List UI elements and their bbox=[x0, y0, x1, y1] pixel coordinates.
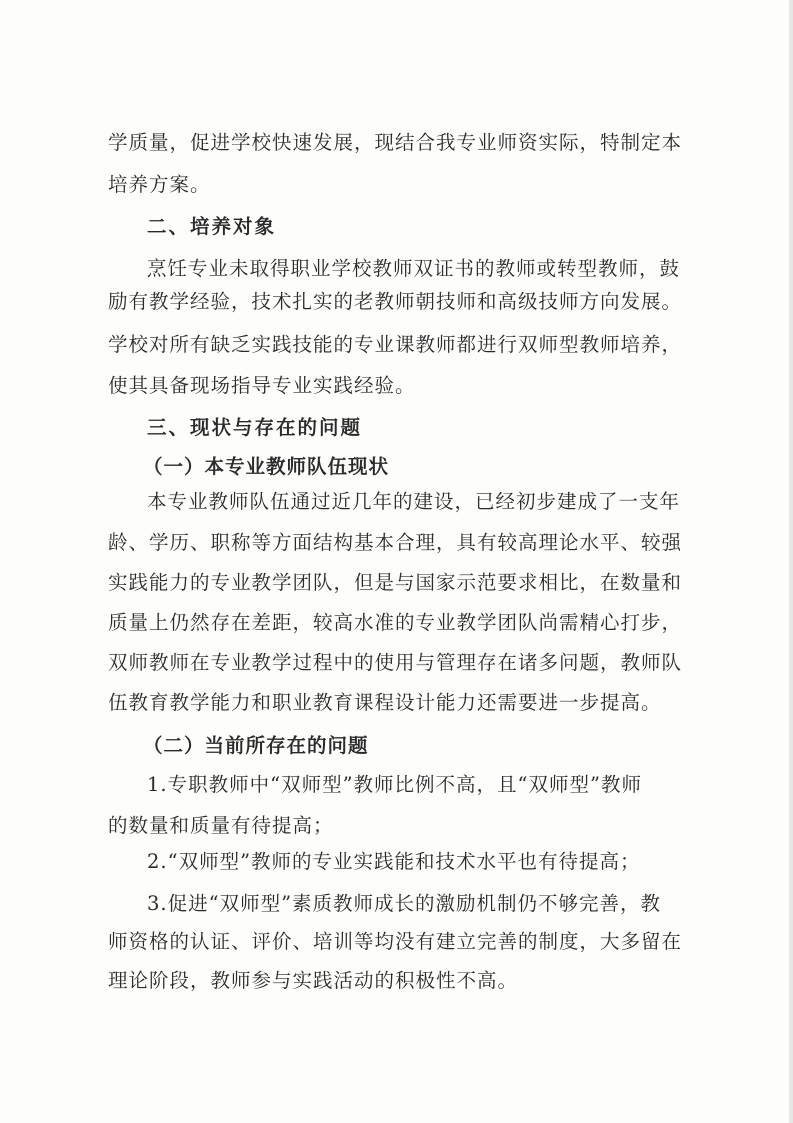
body-text-line: 本专业教师队伍通过近几年的建设，已经初步建成了一支年 bbox=[147, 490, 681, 513]
subsection-heading-1: （一）本专业教师队伍现状 bbox=[143, 455, 390, 478]
section-heading-3: 三、现状与存在的问题 bbox=[147, 416, 363, 439]
body-text-line: 师资格的认证、评价、培训等均没有建立完善的制度，大多留在 bbox=[108, 930, 683, 953]
body-text-line: 质量上仍然存在差距，较高水准的专业教学团队尚需精心打步， bbox=[108, 611, 683, 634]
page-edge-shadow bbox=[789, 0, 793, 1123]
subsection-heading-2: （二）当前所存在的问题 bbox=[143, 734, 369, 757]
body-text-line: 双师教师在专业教学过程中的使用与管理存在诸多问题，教师队 bbox=[108, 651, 683, 674]
body-text-line: 2.“双师型”教师的专业实践能和技术水平也有待提高； bbox=[147, 850, 641, 873]
body-text-line: 培养方案。 bbox=[108, 173, 211, 196]
body-text-line: 烹饪专业未取得职业学校教师双证书的教师或转型教师，鼓 bbox=[147, 257, 681, 280]
body-text-line: 的数量和质量有待提高； bbox=[108, 814, 334, 837]
body-text-line: 3.促进“双师型”素质教师成长的激励机制仍不够完善，教 bbox=[147, 892, 662, 915]
body-text-line: 伍教育教学能力和职业教育课程设计能力还需要进一步提高。 bbox=[108, 691, 662, 714]
body-text-line: 1.专职教师中“双师型”教师比例不高，且“双师型”教师 bbox=[147, 773, 642, 796]
body-text-line: 龄、学历、职称等方面结构基本合理，具有较高理论水平、较强 bbox=[108, 531, 683, 554]
body-text-line: 理论阶段，教师参与实践活动的积极性不高。 bbox=[108, 969, 519, 992]
body-text-line: 实践能力的专业教学团队，但是与国家示范要求相比，在数量和 bbox=[108, 571, 683, 594]
body-text-line: 学质量，促进学校快速发展，现结合我专业师资实际，特制定本 bbox=[108, 131, 683, 154]
body-text-line: 使其具备现场指导专业实践经验。 bbox=[108, 374, 416, 397]
body-text-line: 学校对所有缺乏实践技能的专业课教师都进行双师型教师培养， bbox=[108, 333, 683, 356]
body-text-line: 励有教学经验，技术扎实的老教师朝技师和高级技师方向发展。 bbox=[108, 290, 683, 313]
section-heading-2: 二、培养对象 bbox=[147, 215, 277, 238]
